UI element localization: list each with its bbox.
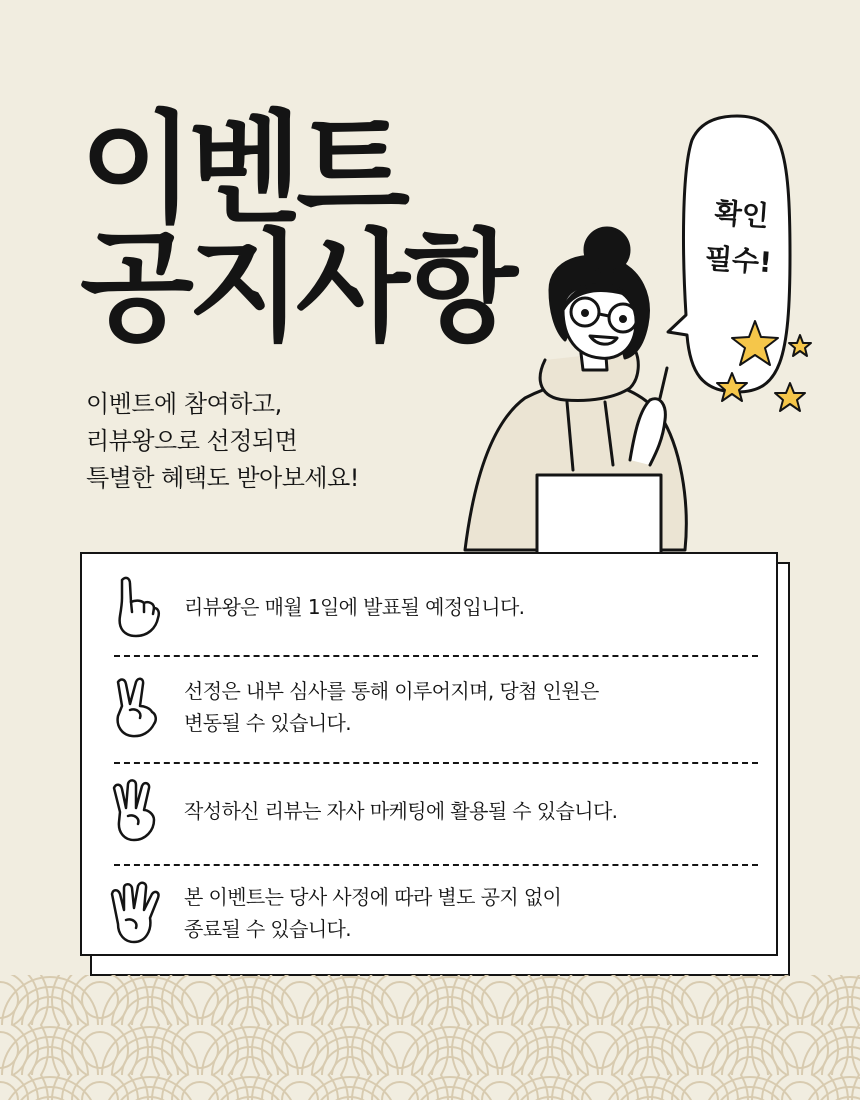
star-icon <box>789 335 811 356</box>
notice-item-2 <box>110 674 758 740</box>
notice-line: 선정은 내부 심사를 통해 이루어지며, 당첨 인원은 <box>184 679 599 703</box>
wave-pattern <box>0 975 860 1100</box>
notice-line: 리뷰왕은 매월 1일에 발표될 예정입니다. <box>184 595 525 619</box>
star-icon <box>732 321 778 365</box>
title-line-1: 이벤트 <box>80 98 404 240</box>
star-icon <box>717 373 747 401</box>
hand-four-fingers-icon <box>110 880 162 946</box>
hand-two-fingers-icon <box>110 674 162 740</box>
notice-text-1 <box>184 591 524 623</box>
character-illustration <box>455 220 715 580</box>
bubble-line-2: 필수! <box>703 241 773 280</box>
hand-one-finger-icon <box>110 574 162 640</box>
divider <box>114 655 758 657</box>
star-icon <box>775 383 805 411</box>
page-title <box>80 98 512 358</box>
notice-line: 작성하신 리뷰는 자사 마케팅에 활용될 수 있습니다. <box>184 799 618 823</box>
notice-item-1 <box>110 574 758 640</box>
notice-item-4 <box>110 880 758 946</box>
hand-three-fingers-icon <box>110 778 162 844</box>
notice-item-3 <box>110 778 758 844</box>
stars-decoration <box>710 315 820 415</box>
intro-line-1: 이벤트에 참여하고, <box>86 390 282 418</box>
notice-text-3 <box>184 795 617 827</box>
divider <box>114 762 758 764</box>
notice-line: 종료될 수 있습니다. <box>184 917 352 941</box>
bubble-line-1: 확인 <box>713 196 770 233</box>
intro-line-2: 리뷰왕으로 선정되면 <box>86 427 298 455</box>
notice-line: 본 이벤트는 당사 사정에 따라 별도 공지 없이 <box>184 885 562 909</box>
notice-line: 변동될 수 있습니다. <box>184 711 352 735</box>
notice-text-4 <box>184 881 561 945</box>
notice-card <box>80 552 778 956</box>
intro-line-3: 특별한 혜택도 받아보세요! <box>86 464 359 492</box>
divider <box>114 864 758 866</box>
notice-text-2 <box>184 675 599 739</box>
intro-text <box>86 386 359 497</box>
title-line-2: 공지사항 <box>80 216 512 358</box>
